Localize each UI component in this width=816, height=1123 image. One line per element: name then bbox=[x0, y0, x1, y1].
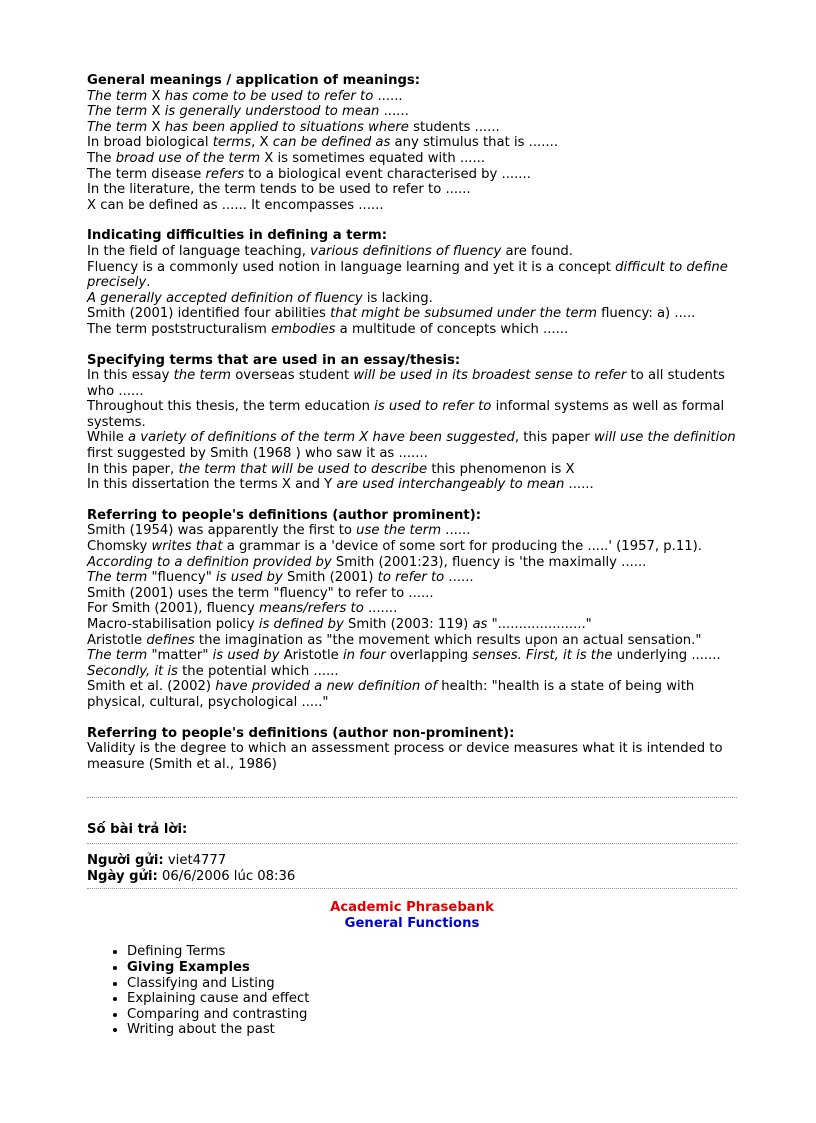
phrase-italic: can be defined as bbox=[272, 135, 391, 151]
phrase-text: , X bbox=[251, 135, 273, 151]
phrase-text: ...... bbox=[441, 523, 471, 539]
phrase-text: The bbox=[87, 150, 116, 166]
phrase-text: Smith (1954) was apparently the first to bbox=[87, 523, 357, 539]
phrase-italic: defines bbox=[146, 632, 195, 648]
date-value: 06/6/2006 lúc 08:36 bbox=[161, 868, 296, 884]
phrase-line bbox=[87, 477, 737, 493]
function-list-item[interactable]: • Defining Terms bbox=[127, 944, 737, 960]
phrase-italic: use the term bbox=[356, 523, 442, 539]
phrase-line bbox=[87, 120, 737, 136]
phrase-text: In broad biological bbox=[87, 135, 213, 151]
phrase-line bbox=[87, 523, 737, 539]
phrase-text: X is sometimes equated with ...... bbox=[260, 150, 486, 166]
phrase-italic: in four bbox=[342, 648, 386, 664]
phrase-line bbox=[87, 570, 737, 586]
phrase-text: Aristotle bbox=[279, 648, 343, 664]
section-heading: Indicating difficulties in defining a term: bbox=[87, 228, 388, 244]
phrase-text: Aristotle bbox=[87, 632, 147, 648]
phrase-line bbox=[87, 151, 737, 167]
phrase-text: Validity is the degree to which an assessment process or device measures what it is intended to measure (Smith et al., 1986) bbox=[87, 741, 723, 772]
phrase-text: Smith (2001) uses the term "fluency" to refer to ...... bbox=[87, 585, 434, 601]
phrase-italic: various definitions of fluency bbox=[310, 243, 502, 259]
phrase-text: In this paper, bbox=[87, 461, 179, 477]
phrase-italic: a variety of definitions of the term X have been suggested bbox=[128, 430, 515, 446]
phrase-italic: Secondly, it is bbox=[87, 663, 178, 679]
post-date bbox=[87, 869, 737, 885]
phrase-text: are found. bbox=[501, 243, 573, 259]
phrase-line bbox=[87, 430, 737, 461]
phrase-line bbox=[87, 399, 737, 430]
function-list-item[interactable]: • Comparing and contrasting bbox=[127, 1007, 737, 1023]
phrase-italic: The term bbox=[87, 648, 148, 664]
phrase-line bbox=[87, 182, 737, 198]
phrase-text: a multitude of concepts which ...... bbox=[335, 321, 569, 337]
phrase-line bbox=[87, 539, 737, 555]
phrase-text: Smith (2001) identified four abilities bbox=[87, 306, 331, 322]
phrase-italic: The term bbox=[87, 570, 148, 586]
phrase-text: overlapping bbox=[385, 648, 473, 664]
phrase-line bbox=[87, 244, 737, 260]
phrase-text: Throughout this thesis, the term education bbox=[87, 399, 375, 415]
phrase-italic: broad use of the term bbox=[115, 150, 261, 166]
phrase-italic: the term that will be used to describe bbox=[178, 461, 428, 477]
phrase-text: , this paper bbox=[514, 430, 595, 446]
phrase-text: In this essay bbox=[87, 368, 174, 384]
phrase-text: For Smith (2001), fluency bbox=[87, 601, 260, 617]
section bbox=[87, 508, 737, 711]
phrase-line bbox=[87, 633, 737, 649]
phrase-text: any stimulus that is ....... bbox=[390, 135, 559, 151]
phrase-italic: the term bbox=[173, 368, 232, 384]
phrase-italic: is defined by bbox=[258, 617, 344, 632]
phrase-text: Smith (2001) bbox=[282, 570, 378, 586]
phrase-text: informal systems as well as formal systems. bbox=[87, 399, 725, 430]
phrase-text: X can be defined as ...... It encompasses ...... bbox=[87, 197, 384, 213]
phrase-text: ...... bbox=[564, 477, 594, 493]
section bbox=[87, 228, 737, 337]
section bbox=[87, 726, 737, 773]
phrase-italic: difficult to define precisely bbox=[87, 259, 728, 291]
phrase-text: "fluency" bbox=[147, 570, 216, 586]
phrase-text: X bbox=[151, 88, 165, 104]
phrase-text: the potential which ...... bbox=[177, 663, 339, 679]
phrase-italic: means/refers to bbox=[259, 601, 364, 617]
phrase-text: In this dissertation the terms X and Y bbox=[87, 477, 337, 493]
phrase-text: this phenomenon is X bbox=[427, 461, 575, 477]
phrase-italic: A generally accepted definition of fluency bbox=[87, 290, 363, 306]
phrase-text: the imagination as "the movement which results upon an actual sensation." bbox=[194, 632, 702, 648]
phrase-text: X bbox=[151, 119, 165, 135]
function-list-item[interactable]: • Classifying and Listing bbox=[127, 976, 737, 992]
phrase-line bbox=[87, 198, 737, 214]
phrase-line bbox=[87, 89, 737, 105]
phrase-italic: are used interchangeably to mean bbox=[336, 477, 565, 493]
phrase-italic: to refer to bbox=[377, 570, 445, 586]
phrase-text: The term disease bbox=[87, 166, 206, 182]
phrase-italic: has come to be used to refer to bbox=[164, 88, 378, 104]
phrase-text: "....................." bbox=[487, 617, 592, 632]
phrase-italic: as bbox=[472, 617, 488, 632]
phrase-text: Smith et al. (2002) bbox=[87, 679, 216, 695]
phrase-line bbox=[87, 306, 737, 322]
replies-count-label: Số bài trả lời: bbox=[87, 822, 188, 838]
phrase-line bbox=[87, 648, 737, 679]
section bbox=[87, 73, 737, 213]
phrase-text: ...... bbox=[377, 88, 403, 104]
phrase-text: Macro-stabilisation policy bbox=[87, 617, 259, 632]
sender-label: Người gửi: bbox=[87, 852, 164, 868]
phrase-text: ...... bbox=[383, 104, 409, 120]
function-list-item[interactable]: • Explaining cause and effect bbox=[127, 991, 737, 1007]
section-heading: Referring to people's definitions (author non-prominent): bbox=[87, 725, 515, 741]
phrase-text: overseas student bbox=[231, 368, 354, 384]
section-heading: General meanings / application of meanings: bbox=[87, 73, 421, 88]
phrase-italic: is used to refer to bbox=[374, 399, 492, 415]
phrase-italic: that might be subsumed under the term bbox=[330, 306, 597, 322]
phrase-text: underlying ....... bbox=[612, 648, 721, 664]
section-heading: Specifying terms that are used in an essay/thesis: bbox=[87, 352, 461, 368]
phrase-text: ....... bbox=[363, 601, 398, 617]
function-list-item[interactable]: • Giving Examples bbox=[127, 960, 737, 976]
phrase-italic: terms bbox=[212, 135, 252, 151]
phrase-italic: is used by bbox=[212, 648, 280, 664]
phrase-text: to a biological event characterised by ....... bbox=[244, 166, 531, 182]
phrase-italic: According to a definition provided by bbox=[87, 554, 332, 570]
phrase-line bbox=[87, 135, 737, 151]
phrase-text: "matter" bbox=[147, 648, 213, 664]
phrase-text: The term poststructuralism bbox=[87, 321, 272, 337]
phrase-line bbox=[87, 617, 737, 633]
phrase-line bbox=[87, 167, 737, 183]
phrase-italic: is generally understood to mean bbox=[164, 104, 384, 120]
phrase-text: Smith (2003: 119) bbox=[343, 617, 473, 632]
phrase-text: is lacking. bbox=[362, 290, 433, 306]
phrase-text: While bbox=[87, 430, 129, 446]
phrasebank-title[interactable]: Academic Phrasebank bbox=[330, 900, 494, 916]
phrase-text: health: "health is a state of being with physical, cultural, psychological ....." bbox=[87, 679, 695, 710]
section bbox=[87, 353, 737, 493]
phrase-line bbox=[87, 555, 737, 571]
date-label: Ngày gửi: bbox=[87, 868, 158, 884]
phrase-text: students ...... bbox=[413, 119, 500, 135]
function-list bbox=[87, 944, 737, 1038]
function-list-item[interactable]: • Writing about the past bbox=[127, 1022, 737, 1038]
phrase-text: In the field of language teaching, bbox=[87, 243, 311, 259]
phrase-line bbox=[87, 104, 737, 120]
phrase-text: X bbox=[151, 104, 165, 120]
phrase-text: first suggested by Smith (1968 ) who saw it as ....... bbox=[87, 446, 428, 462]
phrase-italic: will use the definition bbox=[594, 430, 736, 446]
phrase-line bbox=[87, 260, 737, 291]
phrase-italic: writes that bbox=[151, 539, 223, 555]
document-content bbox=[87, 73, 737, 1038]
phrase-text: . bbox=[146, 275, 151, 291]
post-sender bbox=[87, 853, 737, 869]
phrase-line bbox=[87, 601, 737, 617]
phrase-line bbox=[87, 322, 737, 338]
phrase-text: Chomsky bbox=[87, 539, 152, 555]
phrase-line bbox=[87, 291, 737, 307]
phrase-italic: will be used in its broadest sense to refer bbox=[353, 368, 627, 384]
phrase-text: a grammar is a 'device of some sort for producing the .....' (1957, p.11). bbox=[222, 539, 702, 555]
phrase-italic: is used by bbox=[216, 570, 283, 586]
sender-value: viet4777 bbox=[167, 852, 227, 868]
phrase-text: to all students who ...... bbox=[87, 368, 725, 399]
phrase-italic: have provided a new definition of bbox=[215, 679, 438, 695]
phrase-text: fluency: a) ..... bbox=[596, 306, 696, 322]
phrase-line bbox=[87, 586, 737, 602]
phrase-italic: The term bbox=[87, 104, 152, 120]
phrase-line bbox=[87, 368, 737, 399]
phrase-line bbox=[87, 462, 737, 478]
phrase-text: Fluency is a commonly used notion in language learning and yet it is a concept bbox=[87, 259, 616, 275]
phrase-italic: refers bbox=[205, 166, 245, 182]
sections-container bbox=[87, 73, 737, 772]
phrase-line bbox=[87, 741, 737, 772]
phrase-italic: senses. First, it is the bbox=[472, 648, 613, 664]
phrase-italic: embodies bbox=[271, 321, 336, 337]
phrase-italic: The term bbox=[87, 88, 152, 104]
phrase-text: ...... bbox=[444, 570, 474, 586]
phrase-text: Smith (2001:23), fluency is 'the maximally ...... bbox=[331, 554, 647, 570]
phrase-italic: The term bbox=[87, 119, 152, 135]
general-functions-title[interactable]: General Functions bbox=[344, 915, 480, 931]
phrase-text: In the literature, the term tends to be used to refer to ...... bbox=[87, 182, 471, 198]
phrase-line bbox=[87, 679, 737, 710]
phrase-italic: has been applied to situations where bbox=[164, 119, 414, 135]
section-heading: Referring to people's definitions (author prominent): bbox=[87, 507, 482, 523]
